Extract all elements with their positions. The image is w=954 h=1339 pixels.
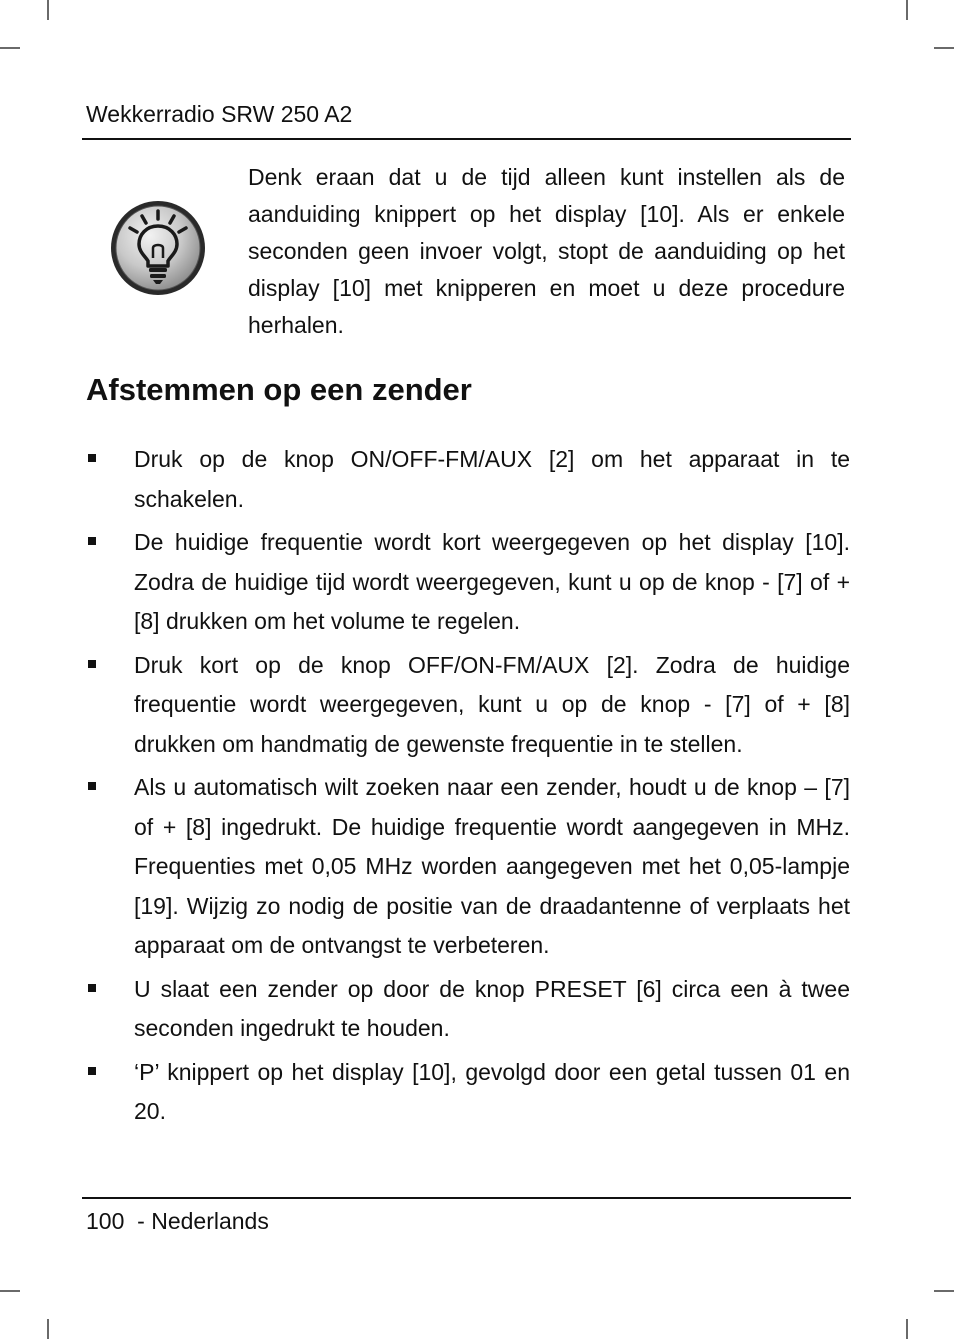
tip-text: Denk eraan dat u de tijd alleen kunt instellen als de aanduiding knippert op het display [10]. Als er enkele seconden geen invoer volgt, stopt de aanduiding op het display [10] met knipperen en moet u deze procedure herhalen. <box>248 164 845 338</box>
page-footer: 100 - Nederlands <box>86 1208 269 1234</box>
crop-mark-bottom-left-h <box>0 1290 20 1292</box>
bullet-square-icon <box>88 1067 96 1075</box>
crop-mark-bottom-right-h <box>934 1290 954 1292</box>
crop-mark-top-left-h <box>0 47 20 49</box>
header-rule <box>82 138 851 140</box>
list-item <box>0 768 850 966</box>
list-item-text: ‘P’ knippert op het display [10], gevolgd door een getal tussen 01 en 20. <box>134 1058 850 1124</box>
crop-mark-bottom-right <box>906 1319 908 1339</box>
crop-mark-top-right-h <box>934 47 954 49</box>
crop-mark-top-left <box>47 0 49 20</box>
crop-mark-top-right <box>906 0 908 20</box>
list-item-text: Druk kort op de knop OFF/ON-FM/AUX [2]. Zodra de huidige frequentie wordt weergegeven, kunt u op de knop - [7] of + [8] drukken om handmatig de gewenste frequentie in te stellen. <box>134 651 850 757</box>
list-item-text: Als u automatisch wilt zoeken naar een zender, houdt u de knop – [7] of + [8] ingedrukt. De huidige frequentie wordt aangegeven in MHz. Frequenties met 0,05 MHz worden aangegeven met het 0,05-lampje [19]. Wijzig zo nodig de positie van de draadantenne of verplaats het apparaat om de ontvangst te verbeteren. <box>134 774 850 958</box>
page-header-title: Wekkerradio SRW 250 A2 <box>86 101 353 127</box>
lightbulb-icon <box>108 198 208 298</box>
crop-mark-bottom-left <box>47 1319 49 1339</box>
bullet-square-icon <box>88 454 96 462</box>
footer-rule <box>82 1197 851 1199</box>
bullet-square-icon <box>88 782 96 790</box>
list-item <box>0 646 850 765</box>
list-item-text: Druk op de knop ON/OFF-FM/AUX [2] om het apparaat in te schakelen. <box>134 446 850 512</box>
instruction-list <box>0 440 954 1136</box>
bullet-square-icon <box>88 537 96 545</box>
list-item <box>0 970 850 1049</box>
list-item-text: U slaat een zender op door de knop PRESET [6] circa een à twee seconden ingedrukt te houden. <box>134 975 850 1041</box>
list-item <box>0 1053 850 1132</box>
bullet-square-icon <box>88 984 96 992</box>
list-item <box>0 440 850 519</box>
section-heading: Afstemmen op een zender <box>86 372 472 407</box>
list-item-text: De huidige frequentie wordt kort weergegeven op het display [10]. Zodra de huidige tijd wordt weergegeven, kunt u op de knop - [7] of + [8] drukken om het volume te regelen. <box>134 529 850 634</box>
list-item <box>0 523 850 642</box>
bullet-square-icon <box>88 660 96 668</box>
